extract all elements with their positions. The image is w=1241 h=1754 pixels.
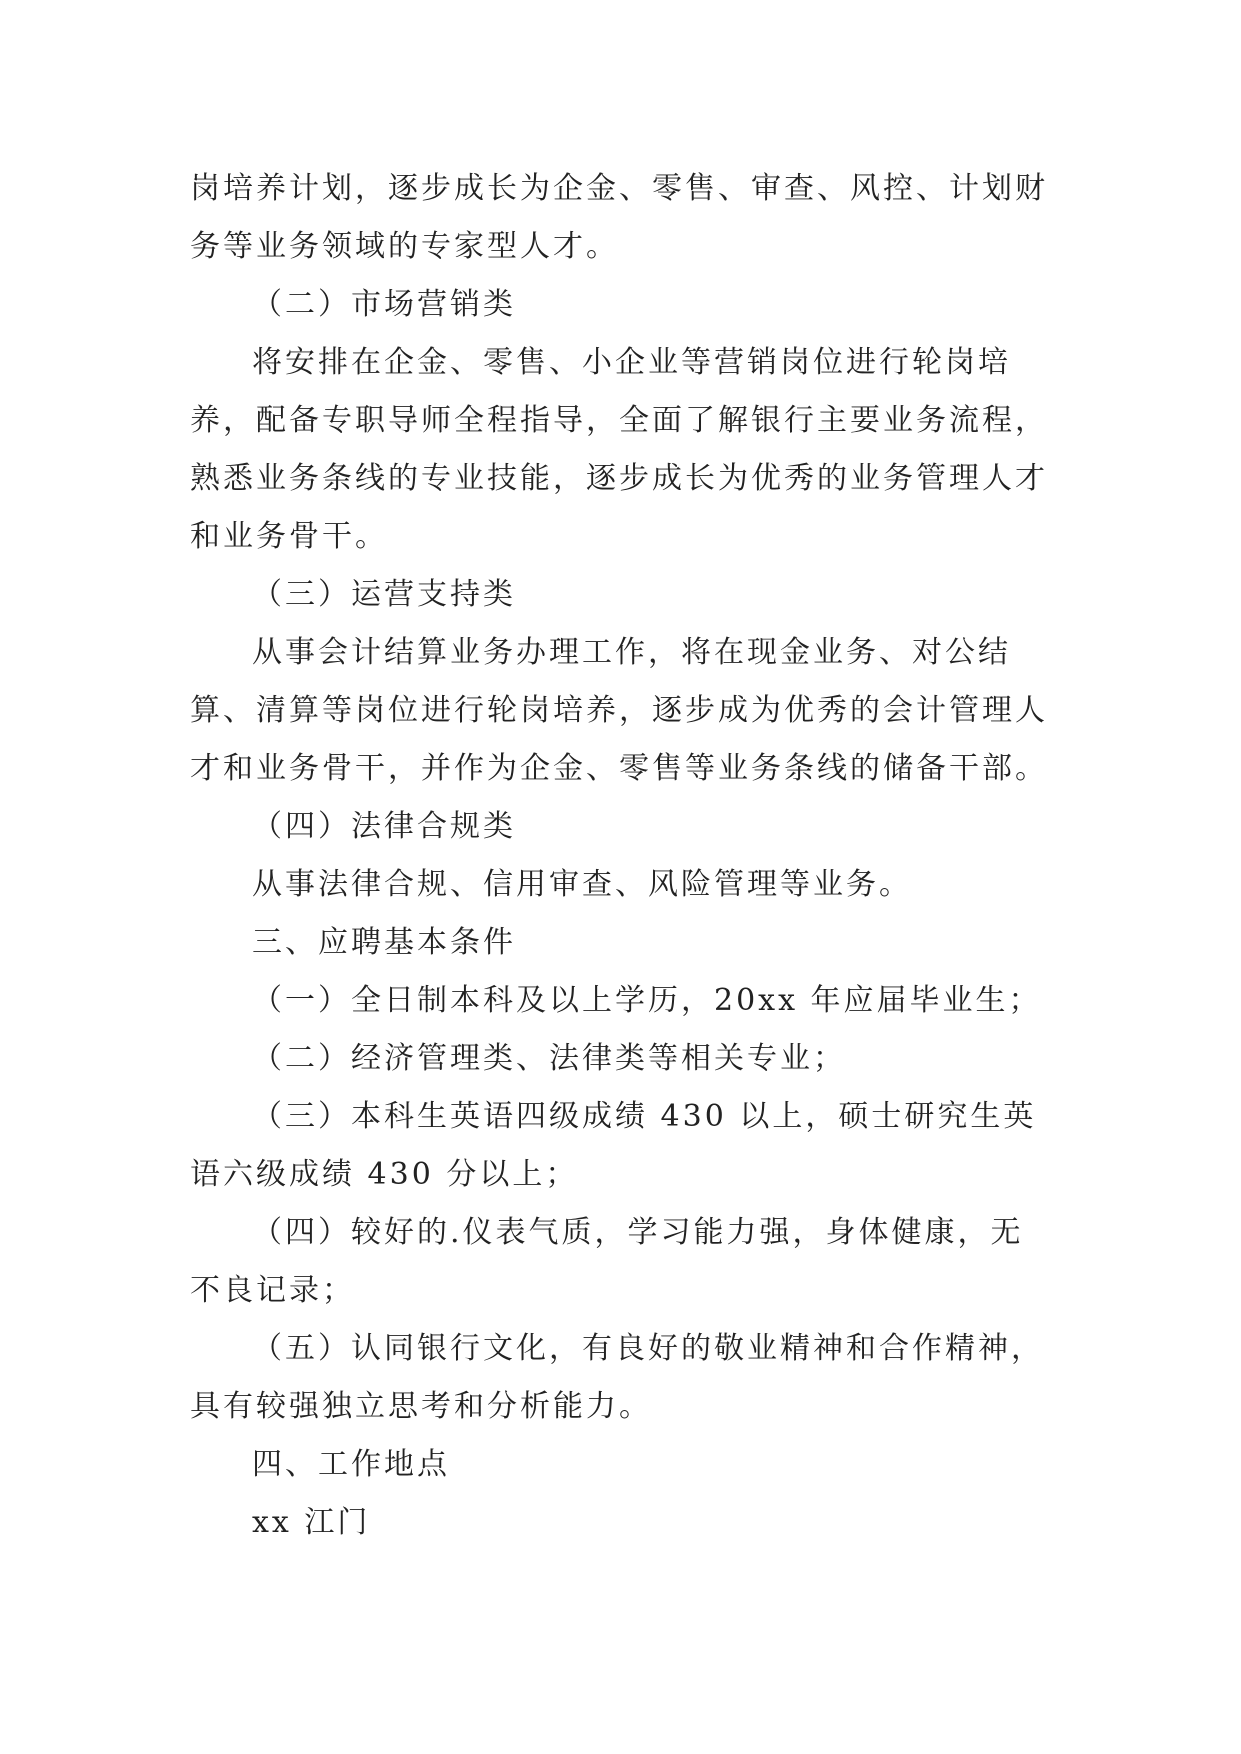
heading-location: 四、工作地点 [252, 1447, 450, 1482]
paragraph-legal: 从事法律合规、信用审查、风险管理等业务。 [252, 867, 912, 902]
paragraph-marketing: 将安排在企金、零售、小企业等营销岗位进行轮岗培养，配备专职导师全程指导，全面了解银行主要业务流程，熟悉业务条线的专业技能，逐步成长为优秀的业务管理人才和业务骨干。 [190, 345, 1048, 554]
requirement-culture: （五）认同银行文化，有良好的敬业精神和合作精神，具有较强独立思考和分析能力。 [190, 1331, 1044, 1424]
paragraph-operations: 从事会计结算业务办理工作，将在现金业务、对公结算、清算等岗位进行轮岗培养，逐步成为优秀的会计管理人才和业务骨干，并作为企金、零售等业务条线的储备干部。 [190, 635, 1048, 786]
heading-requirements: 三、应聘基本条件 [252, 925, 516, 960]
paragraph-location: xx 江门 [252, 1505, 371, 1540]
requirement-english: （三）本科生英语四级成绩 430 以上，硕士研究生英语六级成绩 430 分以上； [190, 1099, 1037, 1192]
requirement-major: （二）经济管理类、法律类等相关专业； [252, 1041, 846, 1076]
requirement-quality: （四）较好的.仪表气质，学习能力强，身体健康，无不良记录； [190, 1215, 1024, 1308]
heading-legal: （四）法律合规类 [252, 809, 516, 844]
requirement-education: （一）全日制本科及以上学历，20xx 年应届毕业生； [252, 983, 1042, 1018]
heading-operations: （三）运营支持类 [252, 577, 516, 612]
document-body [190, 160, 1050, 1552]
paragraph-training-plan: 岗培养计划，逐步成长为企金、零售、审查、风控、计划财务等业务领域的专家型人才。 [190, 171, 1048, 264]
heading-marketing: （二）市场营销类 [252, 287, 516, 322]
